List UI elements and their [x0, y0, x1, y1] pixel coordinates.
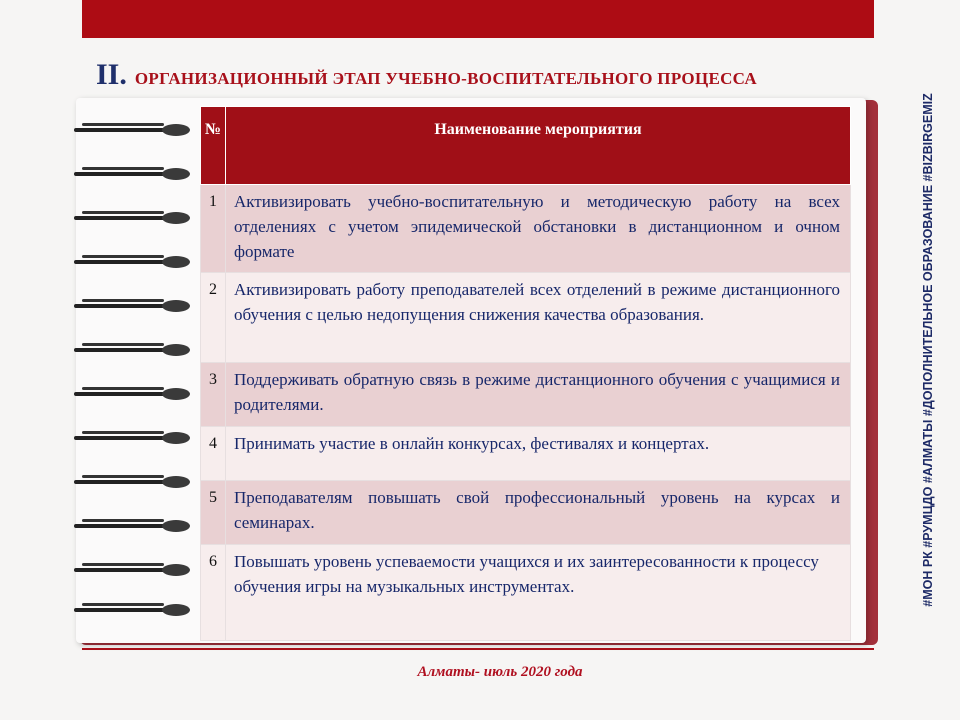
row-number: 2 — [201, 273, 226, 363]
section-numeral: II. — [96, 58, 127, 91]
row-text: Повышать уровень успеваемости учащихся и их заинтересованности к процессу обучения игры на музыкальных инструментах. — [226, 545, 851, 641]
side-hashtags — [918, 60, 938, 640]
table-row — [201, 481, 851, 545]
spiral-ring-icon — [74, 342, 194, 358]
column-header-number: № — [201, 107, 226, 185]
table-row — [201, 273, 851, 363]
table-row — [201, 427, 851, 481]
row-number: 5 — [201, 481, 226, 545]
spiral-ring-icon — [74, 210, 194, 226]
row-number: 1 — [201, 185, 226, 273]
footer-date: Алматы- июль 2020 года — [417, 664, 583, 680]
row-text: Активизировать учебно-воспитательную и методическую работу на всех отделениях с учетом эпидемической обстановки в дистанционном и очном формате — [226, 185, 851, 273]
row-text: Преподавателям повышать свой профессиональный уровень на курсах и семинарах. — [226, 481, 851, 545]
spiral-ring-icon — [74, 518, 194, 534]
spiral-ring-icon — [74, 562, 194, 578]
spiral-ring-icon — [74, 298, 194, 314]
row-text: Принимать участие в онлайн конкурсах, фестивалях и концертах. — [226, 427, 851, 481]
spiral-ring-icon — [74, 430, 194, 446]
slide-title — [96, 58, 896, 98]
footer-divider — [82, 648, 874, 650]
row-text: Активизировать работу преподавателей всех отделений в режиме дистанционного обучения с целью недопущения снижения качества образования. — [226, 273, 851, 363]
row-number: 3 — [201, 363, 226, 427]
section-title: ОРГАНИЗАЦИОННЫЙ ЭТАП УЧЕБНО-ВОСПИТАТЕЛЬНОГО ПРОЦЕССА — [134, 69, 757, 88]
spiral-ring-icon — [74, 166, 194, 182]
column-header-event: Наименование мероприятия — [226, 107, 851, 185]
spiral-ring-icon — [74, 386, 194, 402]
spiral-ring-icon — [74, 602, 194, 618]
table-row — [201, 185, 851, 273]
spiral-ring-icon — [74, 122, 194, 138]
spiral-binding — [74, 110, 204, 610]
row-text: Поддерживать обратную связь в режиме дистанционного обучения с учащимися и родителями. — [226, 363, 851, 427]
events-table — [200, 106, 851, 641]
table-header-row — [201, 107, 851, 185]
row-number: 4 — [201, 427, 226, 481]
top-banner — [82, 0, 874, 38]
spiral-ring-icon — [74, 254, 194, 270]
side-hashtags-text: #МОН РК #РУМЦДО #АЛМАТЫ #ДОПОЛНИТЕЛЬНОЕ ОБРАЗОВАНИЕ #BIZBIRGEMIZ — [921, 93, 935, 607]
table-row — [201, 545, 851, 641]
row-number: 6 — [201, 545, 226, 641]
table-row — [201, 363, 851, 427]
spiral-ring-icon — [74, 474, 194, 490]
